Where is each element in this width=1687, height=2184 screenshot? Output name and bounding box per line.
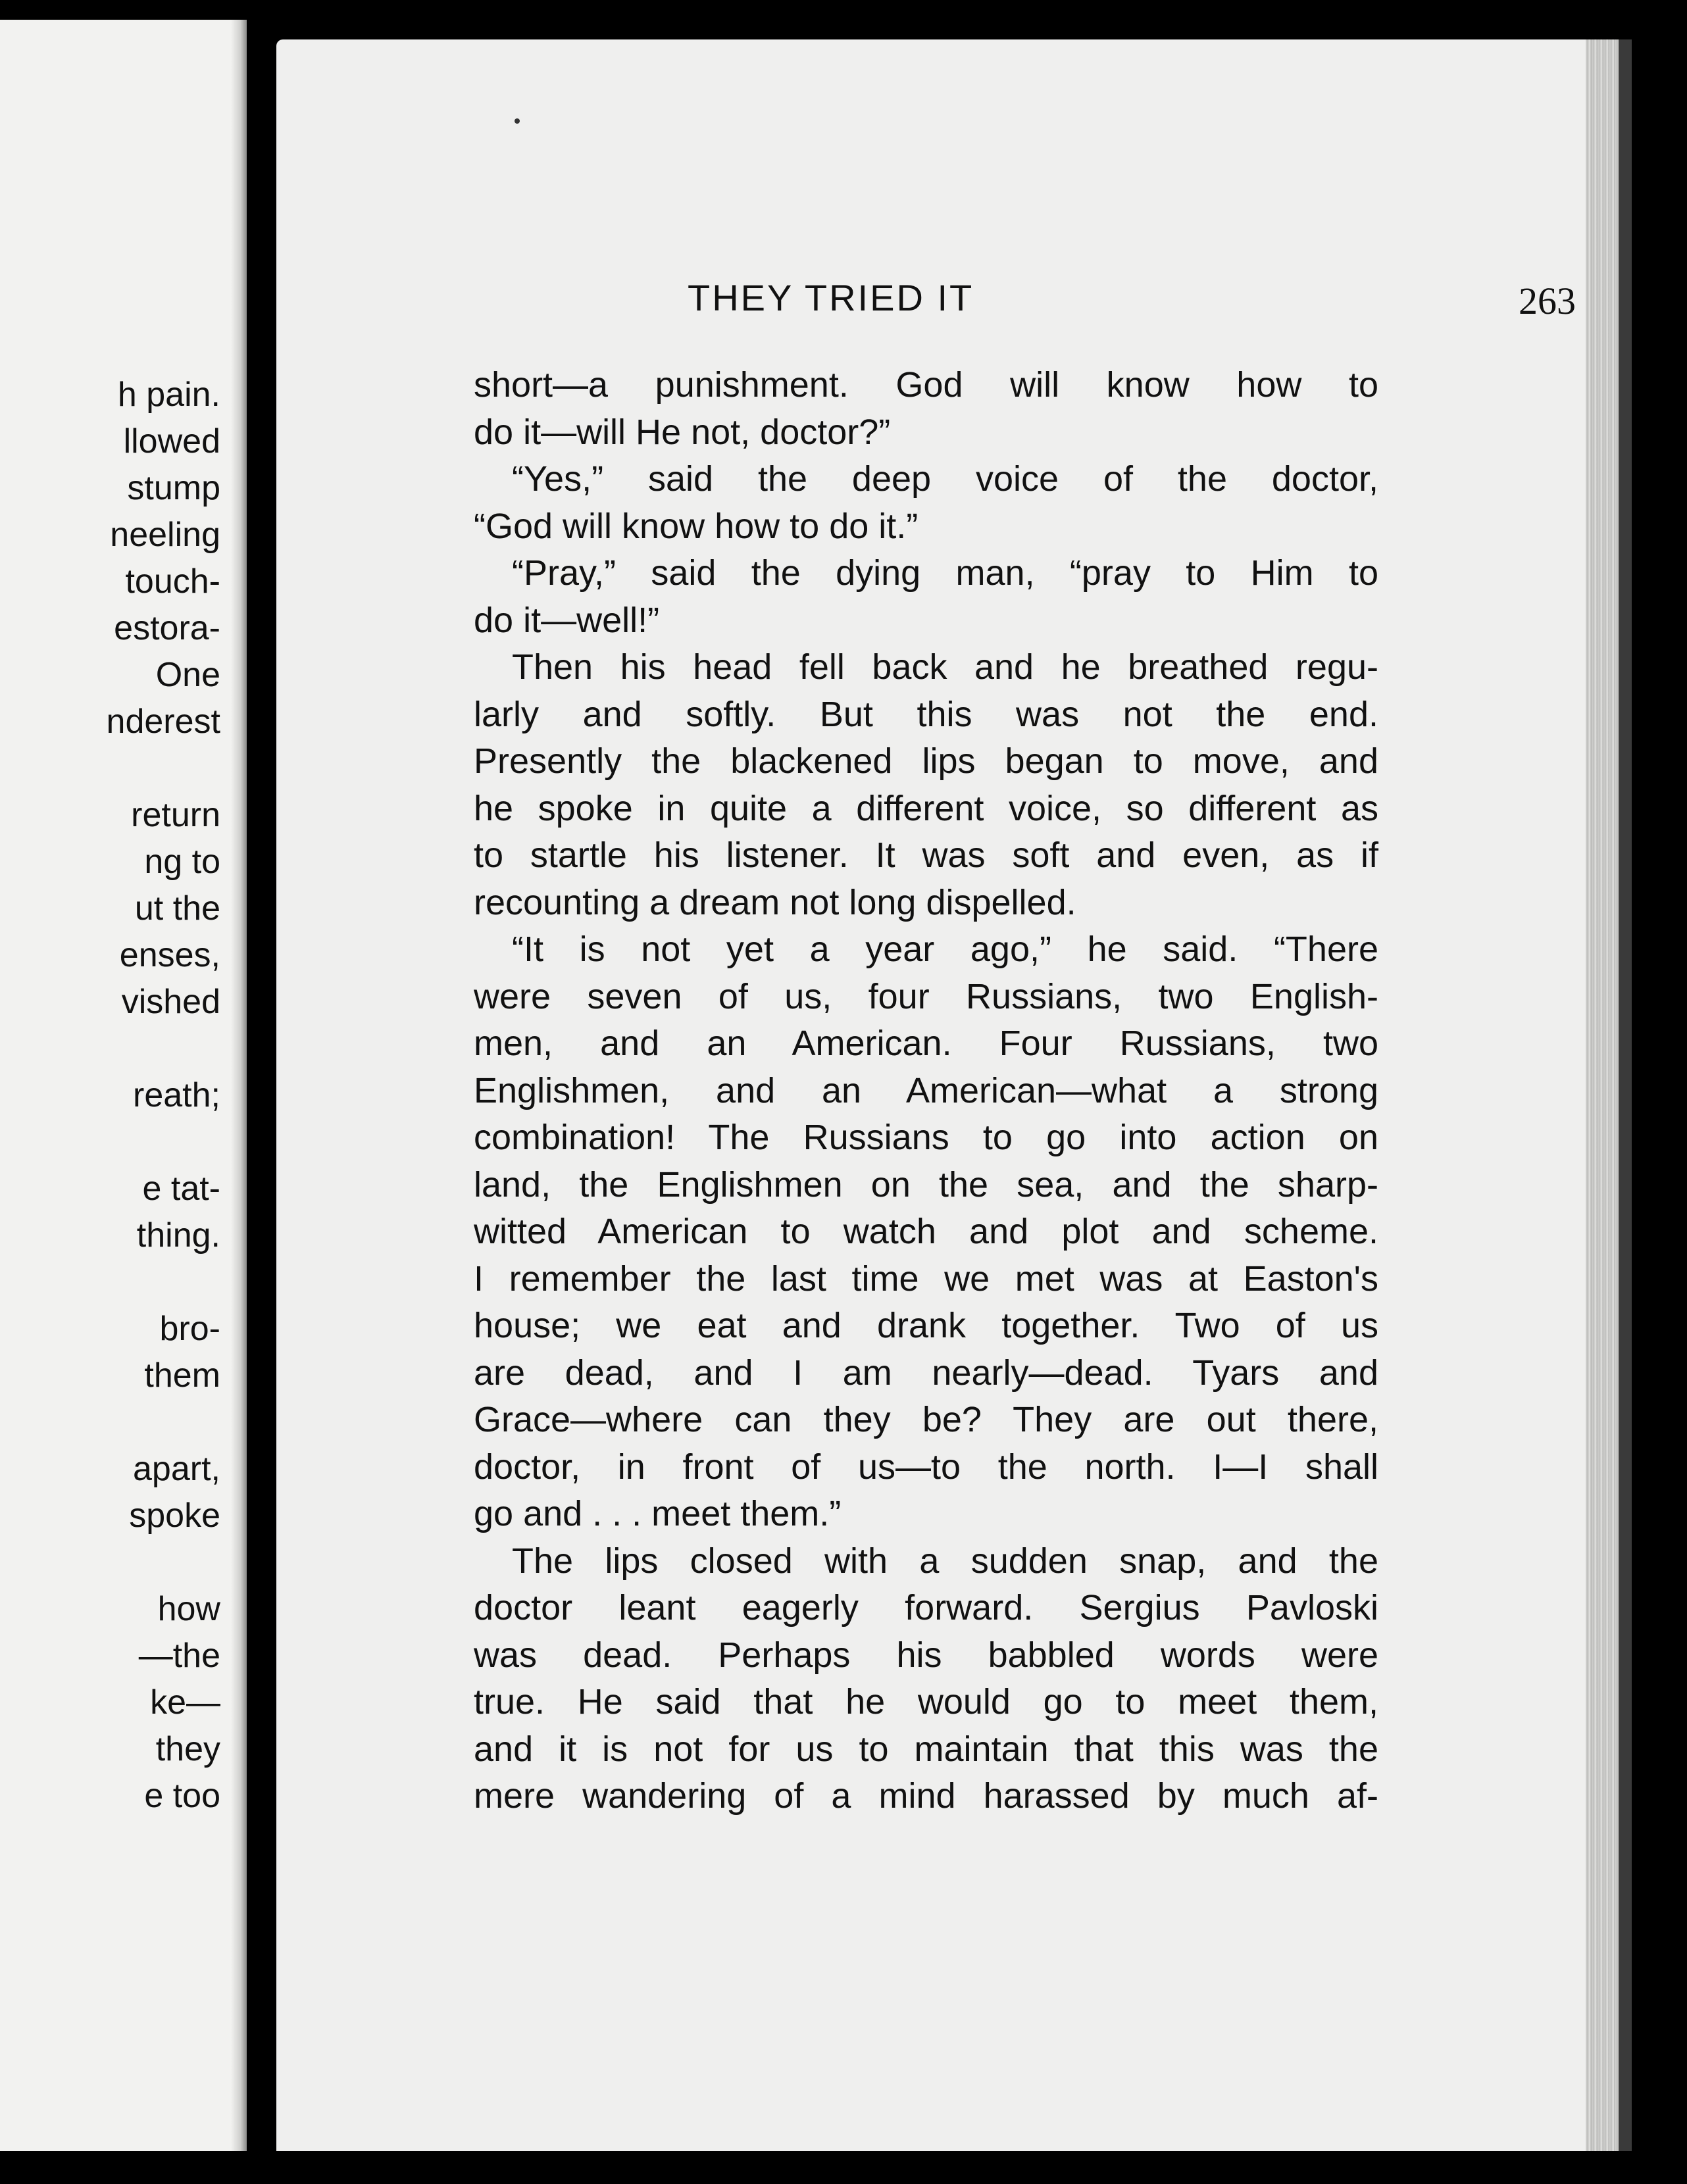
text-line: are dead, and I am nearly—dead. Tyars and [474,1353,1378,1393]
left-page-line: spoke [129,1497,220,1535]
text-line: doctor leant eagerly forward. Sergius Pavloski [474,1588,1378,1627]
text-line: Then his head fell back and he breathed regu- [512,647,1378,687]
text-line: land, the Englishmen on the sea, and the sharp- [474,1164,1378,1204]
running-head [477,276,1632,335]
left-page-line: llowed [123,422,220,460]
left-page-line [0,1026,220,1072]
left-facing-page [0,20,247,2151]
left-page-line: neeling [110,516,220,554]
text-line: “Pray,” said the dying man, “pray to Him to [512,553,1378,593]
left-page-line: enses, [119,936,220,974]
text-line: Presently the blackened lips began to move, and [474,741,1378,781]
text-line: and it is not for us to maintain that this was the [474,1729,1378,1769]
left-page-line: e too [144,1777,220,1815]
left-page-line: return [131,796,220,834]
text-line: true. He said that he would go to meet them, [474,1682,1378,1722]
left-page-line: reath; [133,1076,220,1114]
left-page-text [0,372,220,1820]
page-number: 263 [1519,280,1576,322]
text-line: “Yes,” said the deep voice of the doctor, [512,459,1378,499]
left-page-line: ut the [134,889,220,928]
gutter-shadow [231,20,247,2151]
left-page-line: they [155,1730,220,1768]
left-page-line: One [155,656,220,694]
left-page-line [0,1399,220,1446]
left-page-line [0,1539,220,1586]
left-page-line: bro- [159,1310,220,1348]
left-page-line: thing. [136,1216,220,1254]
text-line: was dead. Perhaps his babbled words were [474,1635,1378,1675]
left-page-line: them [144,1356,220,1395]
body-text [474,362,1378,1820]
left-page-line [0,745,220,792]
left-page-line [0,1119,220,1166]
text-line: do it—well!” [474,600,660,640]
left-page-line: h pain. [117,376,220,414]
text-line: he spoke in quite a different voice, so different as [474,788,1378,828]
left-page-line [0,1259,220,1306]
page-edges [1586,39,1632,2151]
left-page-line: e tat- [142,1170,220,1208]
text-line: combination! The Russians to go into action on [474,1118,1378,1157]
text-line: witted American to watch and plot and scheme. [474,1212,1378,1251]
text-line: Grace—where can they be? They are out there, [474,1400,1378,1439]
left-page-line: stump [127,469,220,507]
text-line: men, and an American. Four Russians, two [474,1024,1378,1063]
text-line: The lips closed with a sudden snap, and the [512,1541,1378,1581]
left-page-line: ke— [150,1683,220,1722]
left-page-line: touch- [125,562,220,601]
running-title: THEY TRIED IT [688,277,974,318]
left-page-line: vished [121,983,220,1021]
left-page-line: estora- [114,609,220,647]
text-line: mere wandering of a mind harassed by much af- [474,1776,1378,1816]
left-page-line: nderest [106,703,220,741]
left-page-line: how [157,1590,220,1628]
text-line: larly and softly. But this was not the end. [474,694,1378,734]
text-line: short—a punishment. God will know how to [474,365,1378,405]
text-line: I remember the last time we met was at Easton's [474,1258,1378,1299]
text-line: house; we eat and drank together. Two of us [474,1306,1378,1345]
text-line: to startle his listener. It was soft and even, as if [474,835,1378,875]
text-line: do it—will He not, doctor?” [474,412,891,452]
ink-speck [515,118,520,124]
left-page-line: —the [138,1637,220,1675]
text-line: “God will know how to do it.” [474,506,919,546]
text-line: “It is not yet a year ago,” he said. “There [512,930,1378,969]
text-line: were seven of us, four Russians, two English- [474,976,1378,1016]
text-line: doctor, in front of us—to the north. I—I shall [474,1447,1378,1487]
text-line: go and . . . meet them.” [474,1494,842,1533]
right-page [276,39,1632,2151]
left-page-line: apart, [133,1450,220,1488]
text-line: recounting a dream not long dispelled. [474,882,1076,922]
text-line: Englishmen, and an American—what a strong [474,1070,1378,1110]
left-page-line: ng to [144,843,220,881]
